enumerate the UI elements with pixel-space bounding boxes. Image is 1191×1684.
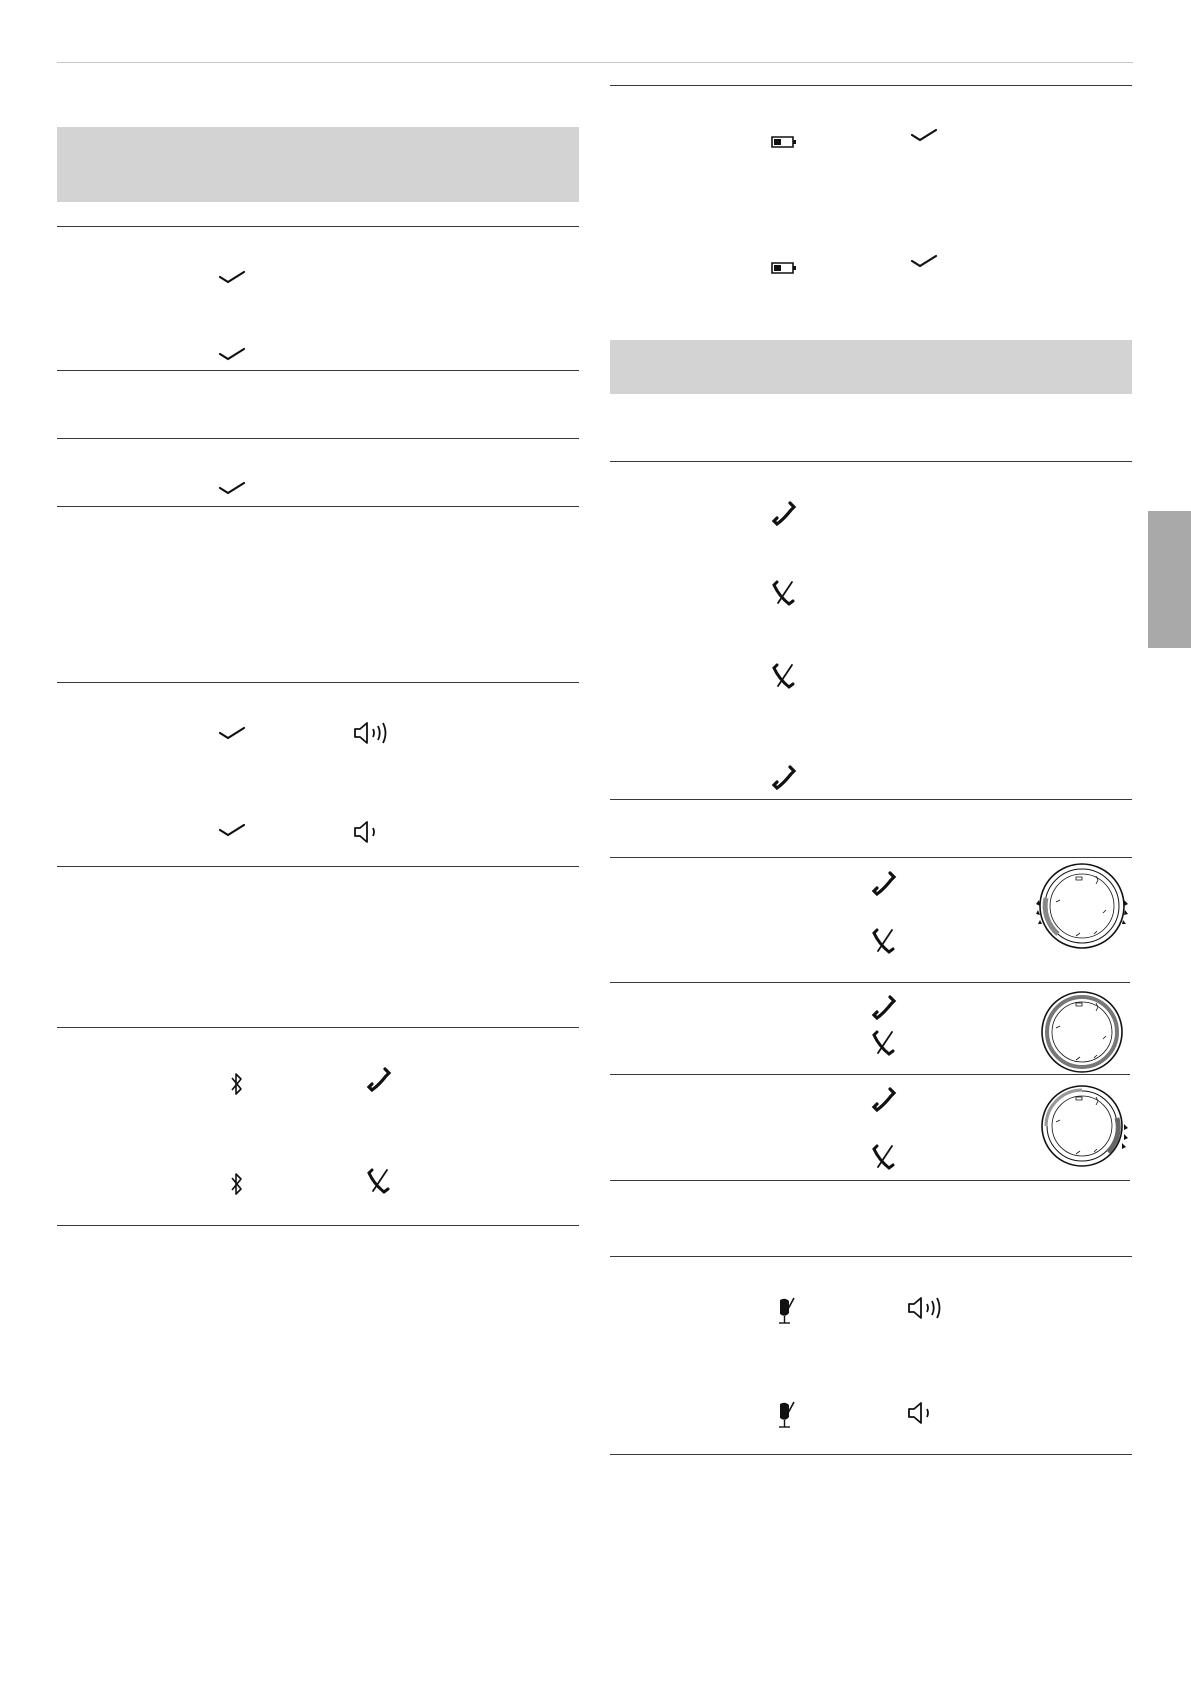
table-rule: [57, 682, 579, 683]
call-end-icon: [871, 927, 899, 957]
speaker-volume-high-icon: [353, 720, 391, 746]
chevron-down-icon: [218, 823, 246, 841]
chevron-down-icon: [218, 347, 246, 365]
table-rule: [610, 857, 1132, 858]
chevron-down-icon: [218, 481, 246, 499]
bluetooth-icon: [229, 1071, 245, 1097]
table-rule: [57, 370, 579, 371]
microphone-mute-icon: [773, 1400, 797, 1432]
page-header-rule: [57, 62, 1133, 63]
speaker-volume-low-icon: [907, 1400, 937, 1426]
call-end-icon: [771, 662, 799, 692]
table-rule: [610, 982, 1130, 983]
call-answer-icon: [771, 500, 797, 528]
speakerphone-device-icon: [1038, 1080, 1130, 1172]
call-answer-icon: [366, 1066, 392, 1094]
battery-low-icon: [770, 260, 798, 276]
battery-low-icon: [770, 134, 798, 150]
table-rule: [610, 1256, 1132, 1257]
call-end-icon: [771, 579, 799, 609]
chevron-down-icon: [218, 270, 246, 288]
table-rule: [57, 1225, 579, 1226]
table-rule: [610, 85, 1132, 86]
speaker-volume-high-icon: [907, 1295, 945, 1321]
call-end-icon: [871, 1143, 899, 1173]
call-answer-icon: [871, 994, 897, 1022]
table-rule: [57, 866, 579, 867]
speaker-volume-low-icon: [353, 819, 383, 845]
section-heading-band-left: [57, 127, 579, 202]
microphone-mute-icon: [773, 1296, 797, 1328]
table-rule: [57, 506, 579, 507]
call-answer-icon: [871, 1086, 897, 1114]
call-answer-icon: [871, 870, 897, 898]
call-answer-icon: [771, 764, 797, 792]
speakerphone-device-icon: [1036, 860, 1128, 952]
chevron-down-icon: [910, 128, 938, 146]
speakerphone-device-icon: [1040, 990, 1124, 1074]
table-rule: [610, 1454, 1132, 1455]
table-rule: [57, 438, 579, 439]
call-end-icon: [871, 1029, 899, 1059]
table-rule: [610, 461, 1132, 462]
section-side-tab: [1148, 511, 1191, 648]
table-rule: [57, 1027, 579, 1028]
table-rule: [610, 1180, 1130, 1181]
call-end-icon: [366, 1167, 394, 1197]
section-heading-band-right: [610, 340, 1132, 394]
table-rule: [610, 1074, 1130, 1075]
table-rule: [610, 799, 1132, 800]
table-rule: [57, 226, 579, 227]
bluetooth-icon: [229, 1171, 245, 1197]
chevron-down-icon: [218, 726, 246, 744]
chevron-down-icon: [910, 254, 938, 272]
